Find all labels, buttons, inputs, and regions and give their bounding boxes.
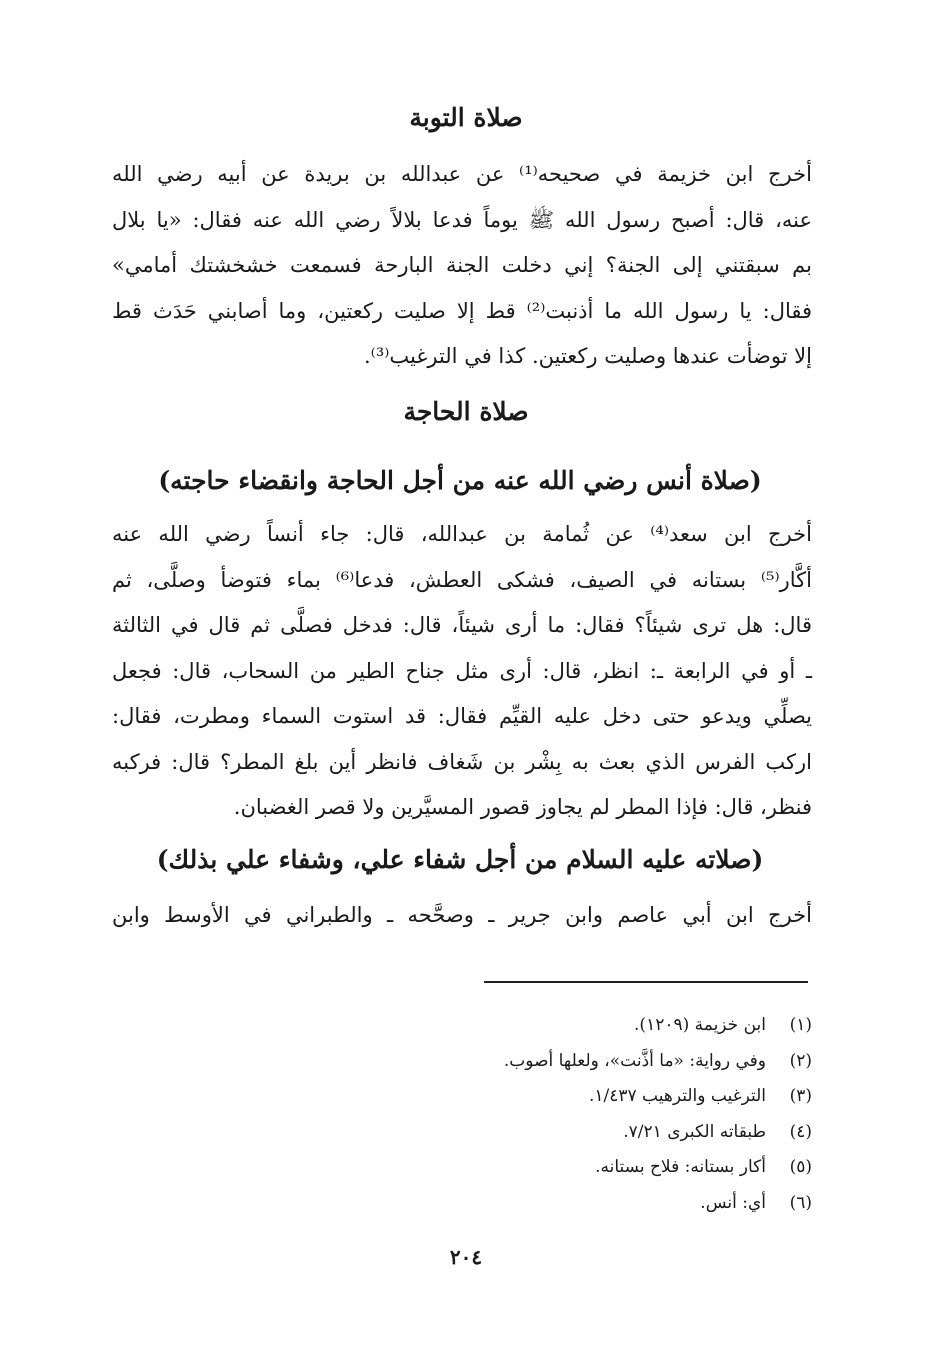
text-line: فنظر، قال: فإذا المطر لم يجاوز قصور المسيَّرين ولا قصر الغضبان. [233,795,812,819]
subsection-title-ali: (صلاته عليه السلام من أجل شفاء علي، وشفاء علي بذلك) [156,845,764,874]
footnote-text: أي: أنس. [700,1192,766,1213]
text-line: أخرج ابن خزيمة في صحيحه⁽¹⁾ عن عبدالله بن بريدة عن أبيه رضي الله [112,162,812,186]
text-line: قال: هل ترى شيئاً؟ فقال: ما أرى شيئاً، قال: فدخل فصلَّى ثم قال في الثالثة [112,613,812,637]
footnote-number: (٦) [789,1192,812,1213]
footnote [112,1150,812,1186]
footnote-text: ابن خزيمة (١٢٠٩). [634,1015,766,1035]
footnote-text: الترغيب والترهيب ١/٤٣٧. [588,1086,766,1106]
text-line: عنه، قال: أصبح رسول الله ﷺ يوماً فدعا بلالاً رضي الله عنه فقال: «يا بلال [112,207,812,232]
text-line: بم سبقتني إلى الجنة؟ إني دخلت الجنة البارحة فسمعت خشخشتك أمامي» [112,253,812,277]
section-title-tawba: صلاة التوبة [409,103,523,132]
footnote [112,1008,812,1044]
text-line: إلا توضأت عندها وصليت ركعتين. كذا في الترغيب⁽³⁾. [364,344,812,368]
page-number: ٢٠٤ [449,1245,483,1269]
footnote [112,1079,812,1115]
footnote-number: (٤) [789,1121,812,1142]
text-line: ـ أو في الرابعة ـ: انظر، قال: أرى مثل جناح الطير من السحاب، قال: فجعل [112,658,812,683]
text-line: أكَّار⁽⁵⁾ بستانه في الصيف، فشكى العطش، فدعا⁽⁶⁾ بماء فتوضأ وصلَّى، ثم [112,567,812,592]
footnote-text: وفي رواية: «ما أذَّنت»، ولعلها أصوب. [503,1050,766,1071]
paragraph-anas [112,512,812,831]
footnote-separator [484,981,808,983]
paragraph-ali [112,893,812,939]
footnotes [112,1008,812,1221]
footnote-number: (٣) [789,1086,812,1106]
text-line: فقال: يا رسول الله ما أذنبت⁽²⁾ قط إلا صليت ركعتين، وما أصابني حَدَث قط [112,298,813,323]
footnote [112,1115,812,1151]
text-line: يصلِّي ويدعو حتى دخل عليه القيِّم فقال: قد استوت السماء ومطرت، فقال: [112,704,812,728]
subsection-title-anas: (صلاة أنس رضي الله عنه من أجل الحاجة وانقضاء حاجته) [158,466,762,495]
footnote [112,1044,812,1080]
footnote-text: طبقاته الكبرى ٧/٢١. [623,1121,766,1142]
text-line: أخرج ابن سعد⁽⁴⁾ عن ثُمامة بن عبدالله، قال: جاء أنساً رضي الله عنه [112,522,812,546]
footnote [112,1186,812,1222]
section-title-haja: صلاة الحاجة [403,397,529,426]
footnote-number: (١) [789,1015,812,1035]
footnote-number: (٢) [789,1050,812,1071]
footnote-text: أكار بستانه: فلاح بستانه. [595,1157,766,1177]
text-line: اركب الفرس الذي بعث به بِشْر بن شَغاف فانظر أين بلغ المطر؟ قال: فركبه [112,749,812,774]
text-line: أخرج ابن أبي عاصم وابن جرير ـ وصحَّحه ـ والطبراني في الأوسط وابن [112,903,812,927]
footnote-number: (٥) [789,1157,812,1177]
paragraph-tawba [112,152,812,380]
